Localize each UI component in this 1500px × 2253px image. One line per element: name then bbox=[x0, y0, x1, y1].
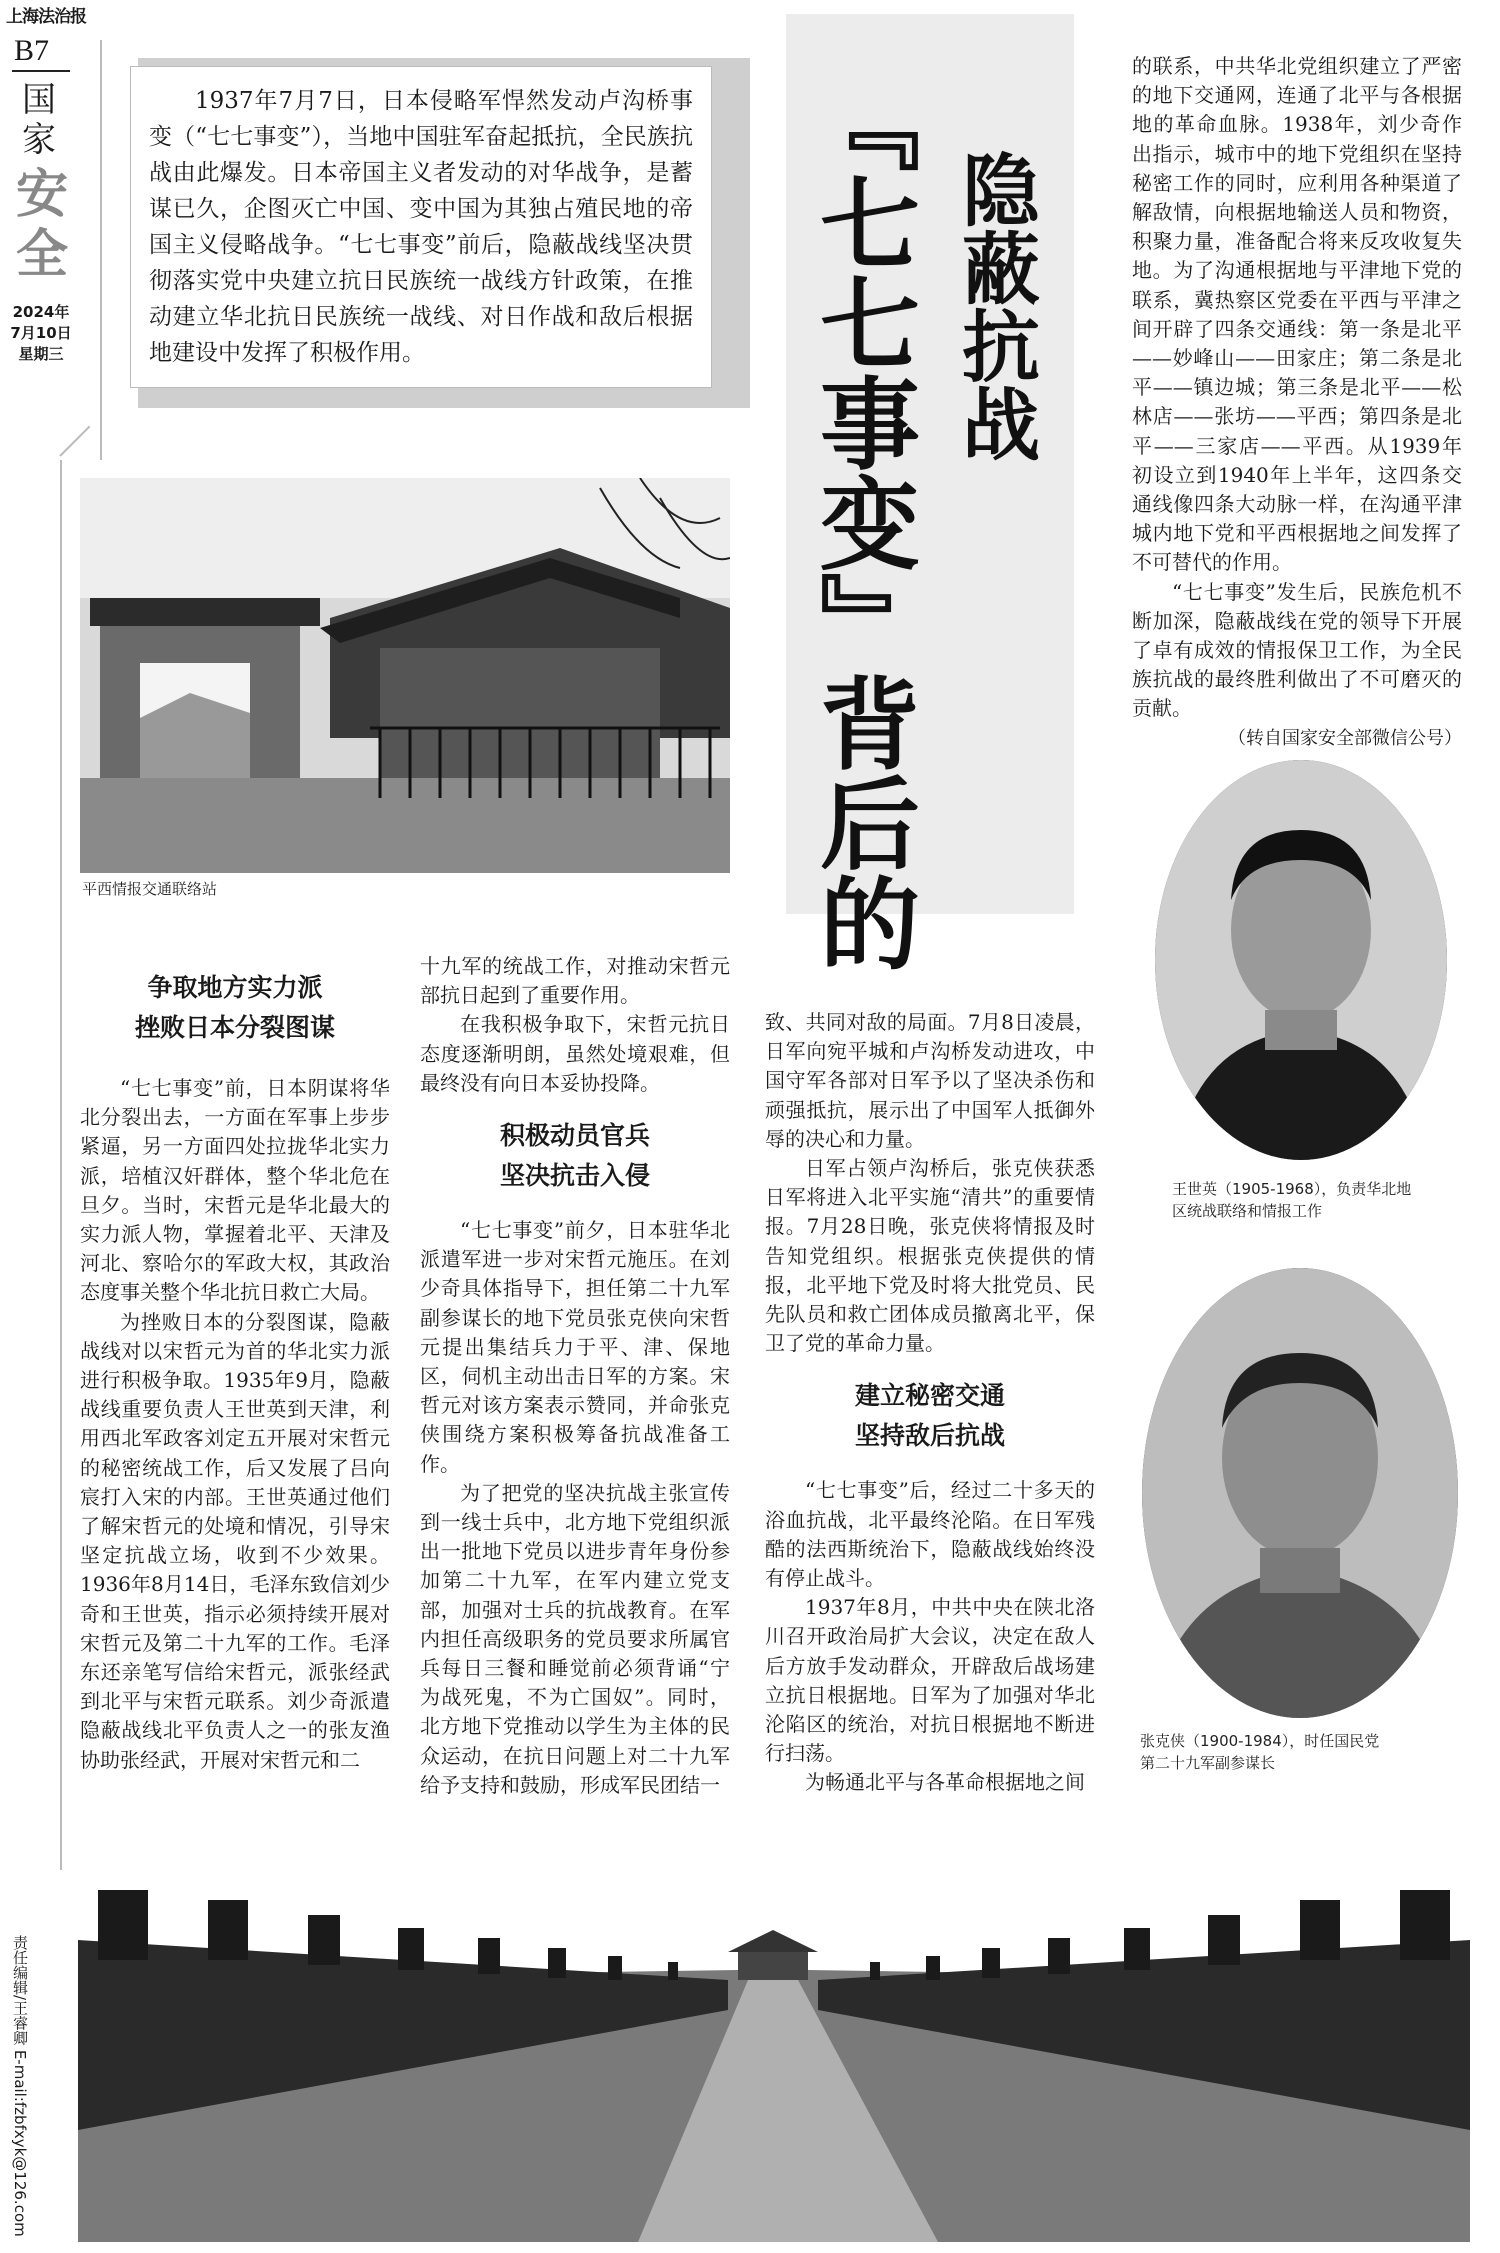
section-1-heading bbox=[80, 968, 390, 1048]
zhang-kexia-caption-line2: 第二十九军副参谋长 bbox=[1140, 1754, 1276, 1772]
section-1-heading-line2: 挫败日本分裂图谋 bbox=[134, 1013, 335, 1042]
col2-paragraph-1: 在我积极争取下，宋哲元抗日态度逐渐明朗，虽然处境艰难，但最终没有向日本妥协投降。 bbox=[420, 1012, 730, 1095]
station-photo-caption: 平西情报交通联络站 bbox=[82, 880, 218, 898]
col3-paragraph-2: “七七事变”后，经过二十多天的浴血抗战，北平最终沦陷。在日军残酷的法西斯统治下，隐蔽战线始终没有停止战斗。 bbox=[765, 1478, 1095, 1591]
col1-paragraph-2: 为挫败日本的分裂图谋，隐蔽战线对以宋哲元为首的华北实力派进行积极争取。1935年9月，隐蔽战线重要负责人王世英到天津，利用西北军政客刘定五开展对宋哲元的秘密统战工作，后又发展了吕向宸打入宋的内部。王世英通过他们了解宋哲元的处境和情况，引导宋坚定抗战立场，收到不少效果。1936年8月14日，毛泽东致信刘少奇和王世英，指示必须持续开展对宋哲元及第二十九军的工作。毛泽东还亲笔写信给宋哲元，派张经武到北平与宋哲元联系。刘少奇派遣隐蔽战线北平负责人之一的张友渔协助张经武，开展对宋哲元和二 bbox=[80, 1309, 390, 1772]
section-3-heading-line1: 建立秘密交通 bbox=[854, 1381, 1005, 1411]
section-name-line2: 安全 bbox=[16, 164, 69, 285]
col2-paragraph-0: 十九军的统战工作，对推动宋哲元部抗日起到了重要作用。 bbox=[420, 954, 730, 1008]
col4-paragraph-1: “七七事变”发生后，民族危机不断加深，隐蔽战线在党的领导下开展了卓有成效的情报保卫工作，为全民族抗战的最终胜利做出了不可磨灭的贡献。 bbox=[1132, 579, 1462, 721]
col2-paragraph-3: 为了把党的坚决抗战主张宣传到一线士兵中，北方地下党组织派出一批地下党员以进步青年身份参加第二十九军，在军内建立党支部，加强对士兵的抗战教育。在军内担任高级职务的党员要求所属官兵每日三餐和睡觉前必须背诵“宁为战死鬼，不为亡国奴”。同时，北方地下党推动以学生为主体的民众运动，在抗日问题上对二十九军给予支持和鼓励，形成军民团结一 bbox=[420, 1480, 730, 1797]
section-1-heading-line1: 争取地方实力派 bbox=[147, 973, 323, 1002]
wang-shiying-portrait bbox=[1155, 760, 1447, 1160]
column-3-body-top bbox=[765, 1008, 1095, 1358]
wang-shiying-caption-line2: 区统战联络和情报工作 bbox=[1172, 1202, 1323, 1220]
editor-credit: 责任编辑/王睿卿 E-mail:fzbfxyk@126.com bbox=[11, 1935, 29, 2237]
col3-paragraph-4: 为畅通北平与各革命根据地之间 bbox=[805, 1770, 1085, 1795]
lugou-bridge-image bbox=[78, 1830, 1470, 2242]
headline-sub: 隐蔽抗战 bbox=[949, 150, 1040, 462]
wang-shiying-caption bbox=[1172, 1178, 1472, 1222]
col1-paragraph-1: “七七事变”前，日本阴谋将华北分裂出去，一方面在军事上步步紧逼，另一方面四处拉拢华北实力派，培植汉奸群体，整个华北危在旦夕。当时，宋哲元是华北最大的实力派人物，掌握着北平、天津及河北、察哈尔的军政大权，其政治态度事关整个华北抗日救亡大局。 bbox=[80, 1076, 390, 1305]
frame-line-diagonal bbox=[59, 426, 90, 457]
station-photo-image bbox=[80, 478, 730, 873]
col2-paragraph-2: “七七事变”前夕，日本驻华北派遣军进一步对宋哲元施压。在刘少奇具体指导下，担任第二十九军副参谋长的地下党员张克侠向宋哲元提出集结兵力于平、津、保地区，伺机主动出击日军的方案。宋哲元对该方案表示赞同，并命张克侠围绕方案积极筹备抗战准备工作。 bbox=[420, 1218, 730, 1476]
column-1-body bbox=[80, 1074, 390, 1775]
col3-paragraph-0: 致、共同对敌的局面。7月8日凌晨，日军向宛平城和卢沟桥发动进攻，中国守军各部对日军予以了坚决杀伤和顽强抵抗，展示出了中国军人抵御外辱的决心和力量。 bbox=[765, 1010, 1095, 1151]
wang-shiying-portrait-image bbox=[1155, 760, 1447, 1160]
zhang-kexia-caption-line1: 张克侠（1900-1984），时任国民党 bbox=[1140, 1732, 1380, 1750]
col3-paragraph-1: 日军占领卢沟桥后，张克侠获悉日军将进入北平实施“清共”的重要情报。7月28日晚，张克侠将情报及时告知党组织。根据张克侠提供的情报，北平地下党及时将大批党员、民先队员和救亡团体成员撤离北平，保卫了党的革命力量。 bbox=[765, 1156, 1095, 1356]
column-2-body-top bbox=[420, 952, 730, 1098]
frame-line-left bbox=[60, 460, 62, 1870]
section-2-heading bbox=[420, 1116, 730, 1196]
zhang-kexia-caption bbox=[1140, 1730, 1470, 1774]
date-weekday: 星期三 bbox=[18, 345, 64, 363]
article-source: （转自国家安全部微信公号） bbox=[1228, 727, 1462, 749]
wang-shiying-caption-line1: 王世英（1905-1968），负责华北地 bbox=[1172, 1180, 1412, 1198]
column-3 bbox=[765, 1008, 1095, 1798]
station-photo bbox=[80, 478, 730, 873]
column-2-body bbox=[420, 1216, 730, 1800]
date-year: 2024年 bbox=[12, 303, 70, 321]
column-2 bbox=[420, 952, 730, 1800]
col3-paragraph-3: 1937年8月，中共中央在陕北洛川召开政治局扩大会议，决定在敌人后方放手发动群众，开辟敌后战场建立抗日根据地。日军为了加强对华北沦陷区的统治，对抗日根据地不断进行扫荡。 bbox=[765, 1595, 1095, 1766]
headline-main: 『七七事变』背后的 bbox=[803, 72, 921, 972]
column-1 bbox=[80, 968, 390, 1775]
intro-paragraph: 1937年7月7日，日本侵略军悍然发动卢沟桥事变（“七七事变”），当地中国驻军奋起抵抗，全民族抗战由此爆发。日本帝国主义者发动的对华战争，是蓄谋已久，企图灭亡中国、变中国为其独占殖民地的帝国主义侵略战争。“七七事变”前后，隐蔽战线坚决贯彻落实党中央建立抗日民族统一战线方针政策，在推动建立华北抗日民族统一战线、对日作战和敌后根据地建设中发挥了积极作用。 bbox=[130, 66, 712, 388]
section-3-heading bbox=[765, 1376, 1095, 1456]
section-2-heading-line2: 坚决抗击入侵 bbox=[499, 1161, 650, 1191]
zhang-kexia-portrait-image bbox=[1142, 1268, 1458, 1718]
masthead: 上海法治报 bbox=[6, 7, 86, 27]
col4-paragraph-0: 的联系，中共华北党组织建立了严密的地下交通网，连通了北平与各根据地的革命血脉。1938年，刘少奇作出指示，城市中的地下党组织在坚持秘密工作的同时，应利用各种渠道了解敌情，向根据地输送人员和物资，积聚力量，准备配合将来反攻收复失地。为了沟通根据地与平津地下党的联系，冀热察区党委在平西与平津之间开辟了四条交通线：第一条是北平——妙峰山——田家庄；第二条是北平——镇边城；第三条是北平——松林店——张坊——平西；第四条是北平——三家店——平西。从1939年初设立到1940年上半年，这四条交通线像四条大动脉一样，在沟通平津城内地下党和平西根据地之间发挥了不可替代的作用。 bbox=[1132, 54, 1462, 575]
lugou-bridge-photo bbox=[78, 1830, 1470, 2242]
issue-date bbox=[10, 302, 72, 365]
section-3-heading-line2: 坚持敌后抗战 bbox=[854, 1421, 1005, 1451]
frame-line-left-top bbox=[100, 40, 102, 460]
column-4-body bbox=[1132, 52, 1462, 753]
date-day: 7月10日 bbox=[10, 324, 72, 342]
page-number: B7 bbox=[14, 34, 50, 67]
column-4 bbox=[1132, 52, 1462, 753]
page-number-divider bbox=[12, 70, 70, 72]
section-2-heading-line1: 积极动员官兵 bbox=[499, 1121, 650, 1151]
zhang-kexia-portrait bbox=[1142, 1268, 1458, 1718]
section-name-line1: 国家 bbox=[22, 80, 56, 160]
column-3-body bbox=[765, 1476, 1095, 1797]
